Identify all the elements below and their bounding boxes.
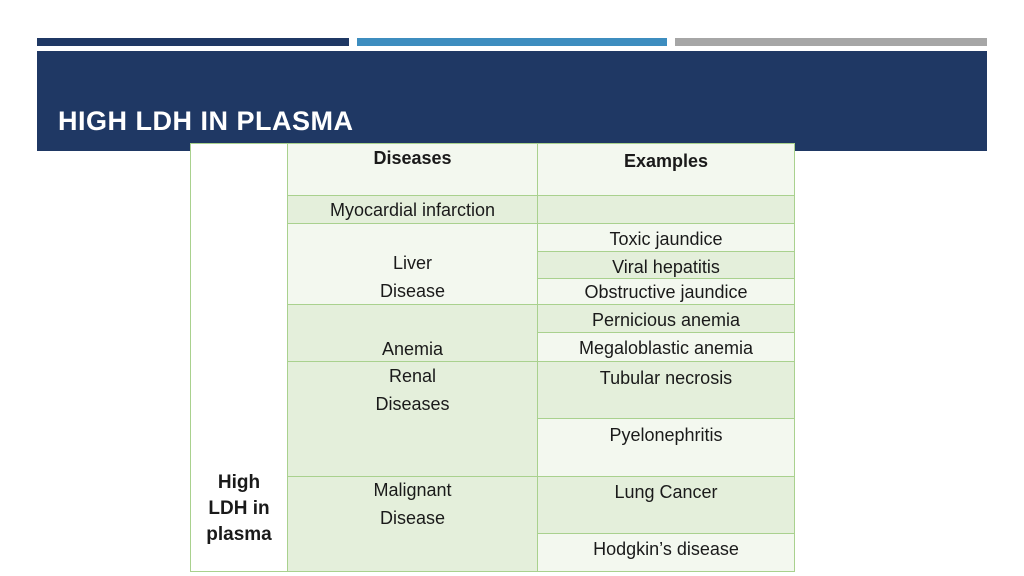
header-diseases: Diseases [287,143,538,196]
accent-bar-navy [37,38,349,46]
slide-title: HIGH LDH IN PLASMA [58,106,354,136]
row-label-cell [190,143,288,572]
disease-malignant: Malignant Disease [287,476,538,572]
example-toxic-jaundice: Toxic jaundice [537,223,795,252]
example-pernicious-anemia: Pernicious anemia [537,304,795,333]
accent-bar-gray [675,38,987,46]
header-examples: Examples [537,143,795,196]
example-pyelonephritis: Pyelonephritis [537,418,795,477]
accent-bar-blue [357,38,667,46]
disease-renal: Renal Diseases [287,361,538,477]
example-myocardial-empty [537,195,795,224]
example-lung-cancer: Lung Cancer [537,476,795,534]
disease-anemia: Anemia [287,304,538,362]
row-label-line: plasma [206,524,272,545]
disease-myocardial: Myocardial infarction [287,195,538,224]
example-viral-hepatitis: Viral hepatitis [537,251,795,279]
disease-liver: Liver Disease [287,223,538,305]
row-label-line: High [217,472,261,493]
example-megaloblastic-anemia: Megaloblastic anemia [537,332,795,362]
example-obstructive-jaundice: Obstructive jaundice [537,278,795,305]
row-label-line: LDH in [208,498,270,519]
example-tubular-necrosis: Tubular necrosis [537,361,795,419]
example-hodgkins-disease: Hodgkin’s disease [537,533,795,572]
